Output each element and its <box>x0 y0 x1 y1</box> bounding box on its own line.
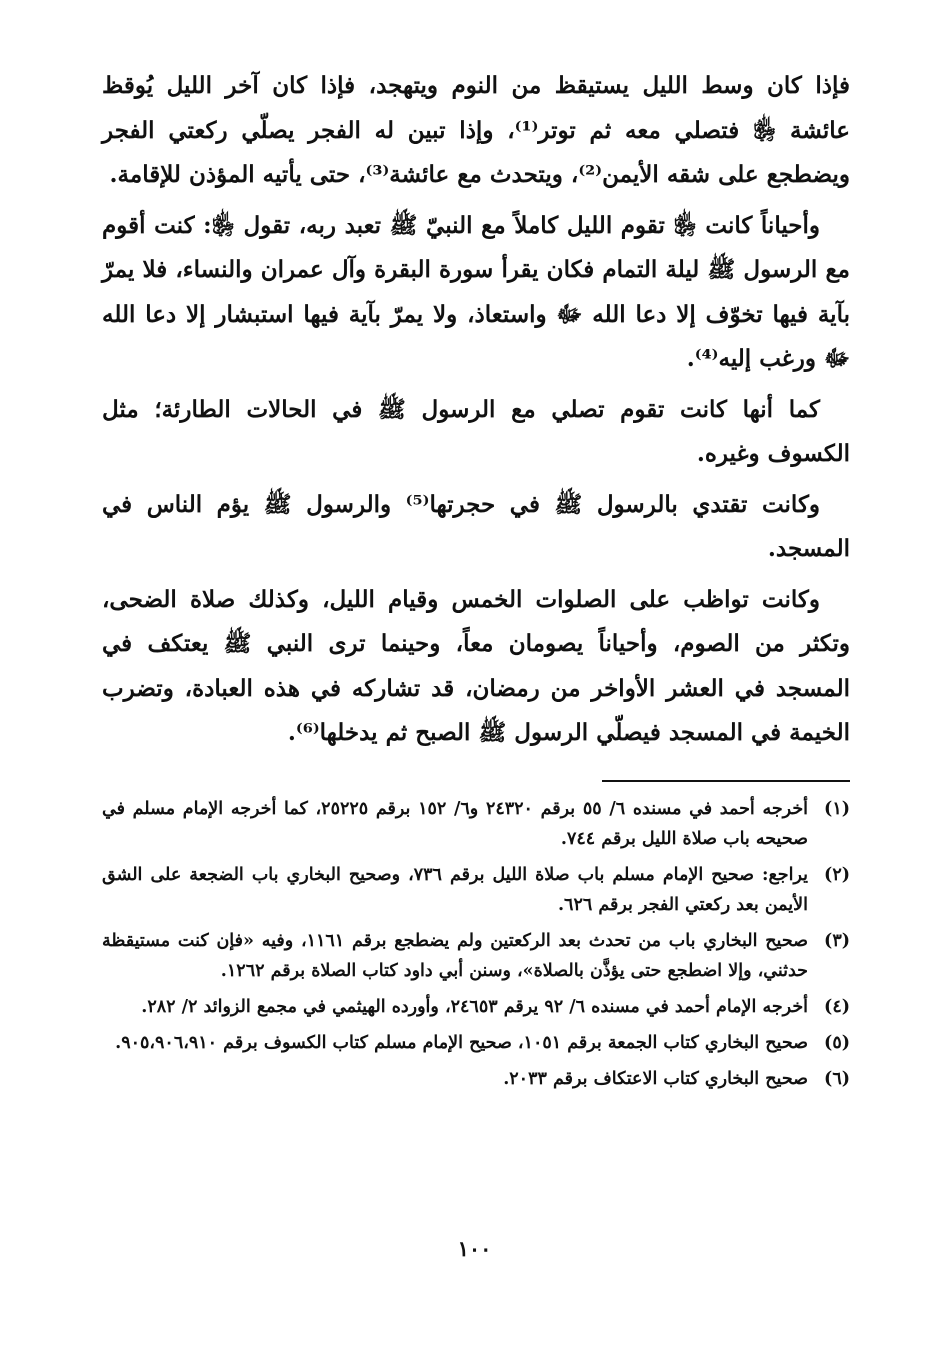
paragraph-1: فإذا كان وسط الليل يستيقظ من النوم ويتهجد، فإذا كان آخر الليل يُوقظ عائشة ﵂ فتصلي معه ثم توتر⁽¹⁾، وإذا تبين له الفجر يصلّي ركعتي الفجر ويضطجع على شقه الأيمن⁽²⁾، ويتحدث مع عائشة⁽³⁾، حتى يأتيه المؤذن للإقامة. <box>102 72 850 188</box>
footnote-text: صحيح البخاري باب من تحدث بعد الركعتين ولم يضطجع برقم ١١٦١، وفيه «فإن كنت مستيقظة حدثني، وإلا اضطجع حتى يؤذَّن بالصلاة»، وسنن أبي داود كتاب الصلاة برقم ١٢٦٢. <box>102 930 808 981</box>
footnote-2 <box>102 860 850 920</box>
footnote-number: (١) <box>824 798 850 819</box>
footnote-text: أخرجه أحمد في مسنده ٦/ ٥٥ برقم ٢٤٣٢٠ و٦/ ١٥٢ برقم ٢٥٢٢٥، كما أخرجه الإمام مسلم في صحيحه باب صلاة الليل برقم ٧٤٤. <box>102 798 809 849</box>
footnote-number: (٤) <box>824 996 850 1017</box>
page-number: ١٠٠ <box>457 1236 492 1261</box>
paragraph-2: وأحياناً كانت ﵂ تقوم الليل كاملاً مع النبيّ ﷺ تعبد ربه، تقول ﵂: كنت أقوم مع الرسول ﷺ ليلة التمام فكان يقرأ سورة البقرة وآل عمران والنساء، فلا يمرّ بآية فيها تخوّف إلا دعا الله ﷻ واستعاذ، ولا يمرّ بآية فيها استبشار إلا دعا الله ﷻ ورغب إليه⁽⁴⁾. <box>102 211 851 372</box>
footnote-4 <box>102 992 850 1022</box>
footnote-text: صحيح البخاري كتاب الجمعة برقم ١٠٥١، صحيح الإمام مسلم كتاب الكسوف برقم ٩٠٥،٩٠٦،٩١٠. <box>115 1032 808 1053</box>
footnote-5 <box>102 1028 850 1058</box>
footnote-6 <box>102 1064 850 1094</box>
page-body <box>102 64 850 1100</box>
footnote-text: صحيح البخاري كتاب الاعتكاف برقم ٢٠٣٣. <box>503 1068 808 1089</box>
footnote-text: يراجع: صحيح الإمام مسلم باب صلاة الليل برقم ٧٣٦، وصحيح البخاري باب الضجعة على الشق الأيمن بعد ركعتي الفجر برقم ٦٢٦. <box>102 864 808 915</box>
footnote-3 <box>102 926 850 986</box>
footnote-number: (٣) <box>824 930 850 951</box>
footnote-text: أخرجه الإمام أحمد في مسنده ٦/ ٩٢ يرقم ٢٤٦٥٣، وأورده الهيثمي في مجمع الزوائد ٢/ ٢٨٢. <box>141 996 808 1017</box>
paragraph-5: وكانت تواظب على الصلوات الخمس وقيام الليل، وكذلك صلاة الضحى، وتكثر من الصوم، وأحياناً يصومان معاً، وحينما ترى النبي ﷺ يعتكف في المسجد في العشر الأواخر من رمضان، قد تشاركه في هذه العبادة، وتضرب الخيمة في المسجد فيصلّي الرسول ﷺ الصبح ثم يدخلها⁽⁶⁾. <box>102 585 850 746</box>
paragraph-4: وكانت تقتدي بالرسول ﷺ في حجرتها⁽⁵⁾ والرسول ﷺ يؤم الناس في المسجد. <box>102 490 850 562</box>
footnote-separator <box>602 780 850 782</box>
paragraph-3: كما أنها كانت تقوم تصلي مع الرسول ﷺ في الحالات الطارئة؛ مثل الكسوف وغيره. <box>102 395 850 467</box>
footnote-1 <box>102 794 850 854</box>
footnote-number: (٢) <box>824 864 850 885</box>
footnote-number: (٦) <box>824 1068 850 1089</box>
footnote-number: (٥) <box>824 1032 850 1053</box>
